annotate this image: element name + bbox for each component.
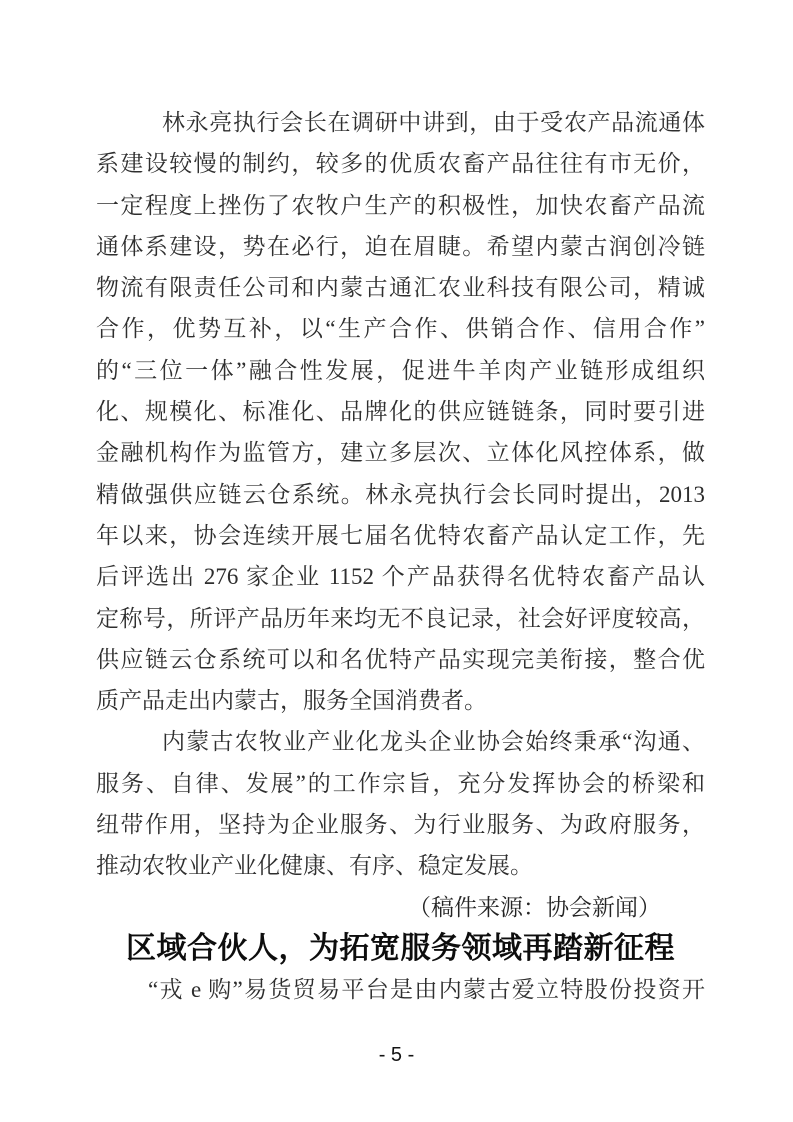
paragraph-line: 年以来，协会连续开展七届名优特农畜产品认定工作，先 — [96, 522, 705, 548]
source-attribution: （稿件来源：协会新闻） — [408, 894, 661, 920]
paragraph-line: 纽带作用，坚持为企业服务、为行业服务、为政府服务， — [96, 812, 705, 838]
page-body — [96, 102, 705, 1011]
paragraph-line: 后评选出 276 家企业 1152 个产品获得名优特农畜产品认 — [96, 564, 705, 590]
paragraph-line: “戎 e 购”易货贸易平台是由内蒙古爱立特股份投资开 — [148, 977, 705, 1003]
paragraph-line: 化、规模化、标准化、品牌化的供应链链条，同时要引进 — [96, 399, 705, 425]
paragraph-line: 服务、自律、发展”的工作宗旨，充分发挥协会的桥梁和 — [96, 770, 705, 796]
section-heading: 区域合伙人，为拓宽服务领域再踏新征程 — [126, 931, 675, 965]
page-number: - 5 - — [378, 1044, 415, 1066]
paragraph-line: 通体系建设，势在必行，迫在眉睫。希望内蒙古润创冷链 — [96, 233, 705, 259]
paragraph-line: 合作，优势互补，以“生产合作、供销合作、信用合作” — [96, 316, 705, 342]
paragraph-line: 质产品走出内蒙古，服务全国消费者。 — [96, 688, 487, 714]
paragraph-line: 推动农牧业产业化健康、有序、稳定发展。 — [96, 853, 533, 879]
paragraph-line: 一定程度上挫伤了农牧户生产的积极性，加快农畜产品流 — [96, 192, 705, 218]
paragraph-line: 内蒙古农牧业产业化龙头企业协会始终秉承“沟通、 — [162, 729, 705, 755]
paragraph-line: 物流有限责任公司和内蒙古通汇农业科技有限公司，精诚 — [96, 275, 705, 301]
paragraph-line: 的“三位一体”融合性发展，促进牛羊肉产业链形成组织 — [96, 357, 705, 383]
paragraph-line: 金融机构作为监管方，建立多层次、立体化风控体系，做 — [96, 440, 705, 466]
paragraph-line: 系建设较慢的制约，较多的优质农畜产品往往有市无价， — [96, 151, 705, 177]
paragraph-line: 林永亮执行会长在调研中讲到，由于受农产品流通体 — [162, 110, 705, 135]
paragraph-line: 供应链云仓系统可以和名优特产品实现完美衔接，整合优 — [96, 646, 705, 672]
paragraph-line: 精做强供应链云仓系统。林永亮执行会长同时提出，2013 — [96, 481, 705, 507]
paragraph-line: 定称号，所评产品历年来均无不良记录，社会好评度较高， — [96, 605, 705, 631]
